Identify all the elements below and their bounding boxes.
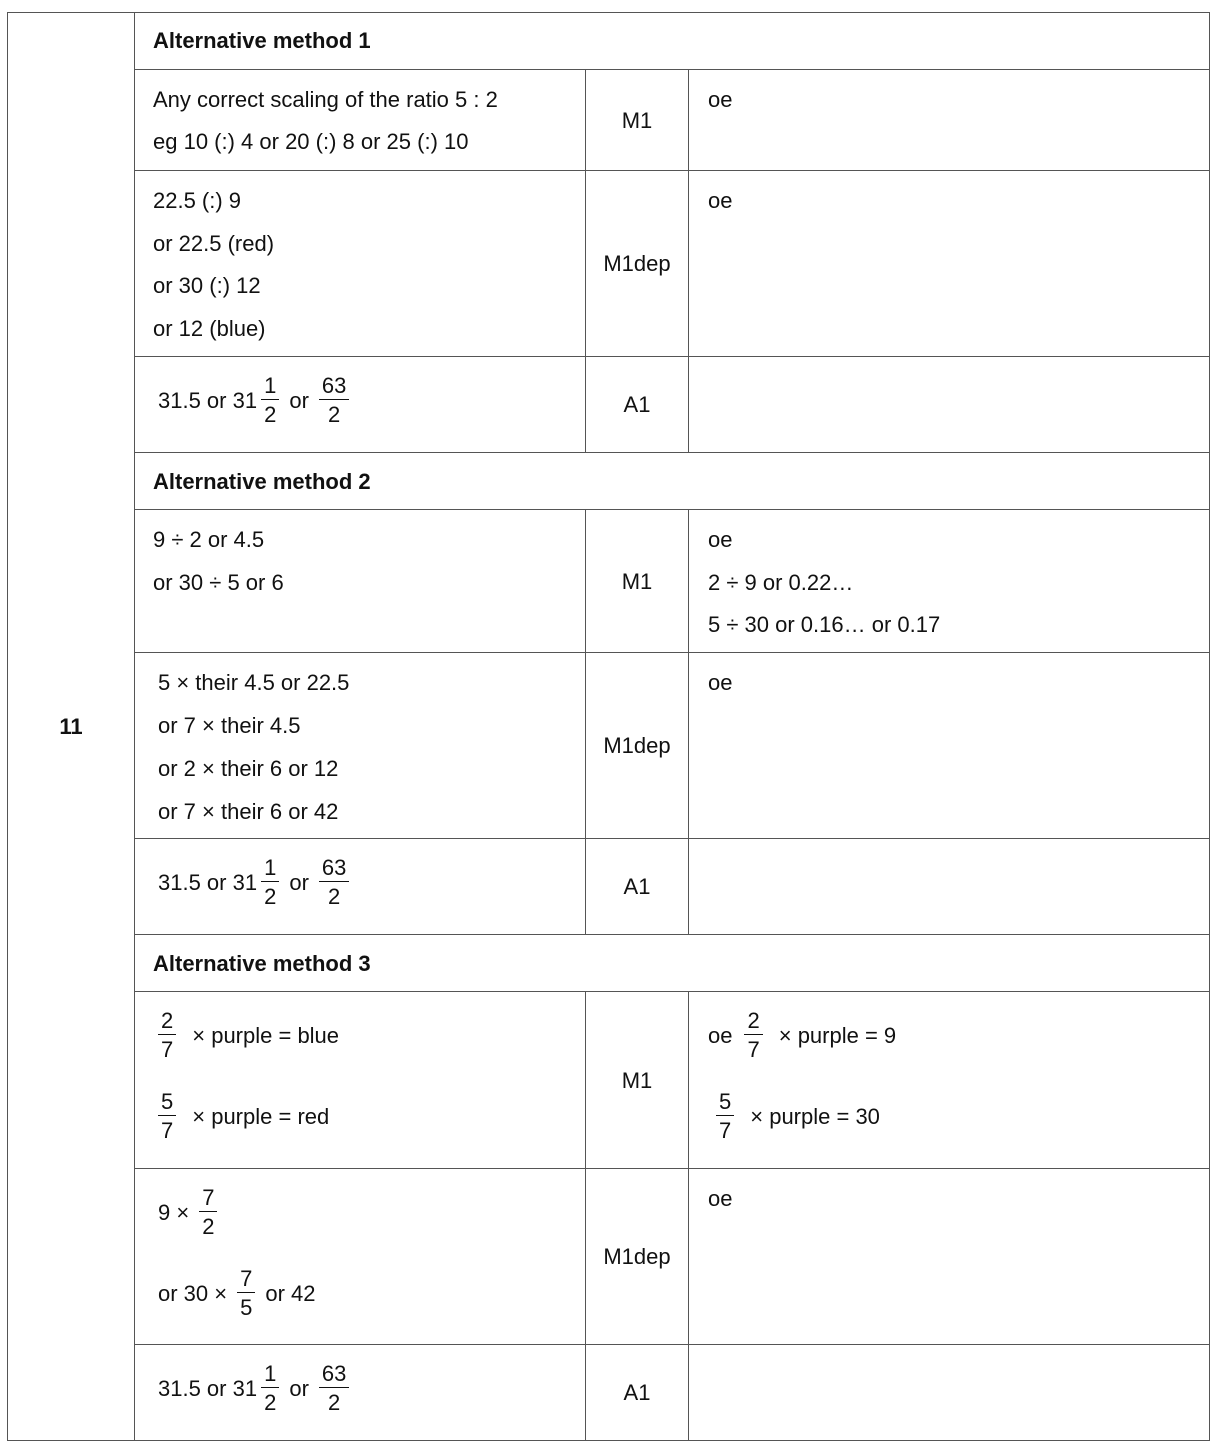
- mark-cell: A1: [586, 1345, 689, 1441]
- working-cell: [134, 1169, 586, 1345]
- comment-line: oe: [708, 188, 733, 213]
- fraction: $\frac{7}{5}$: [237, 1268, 255, 1319]
- fraction: $\frac{7}{2}$: [199, 1187, 217, 1238]
- working-line: or 30 ÷ 5 or 6: [153, 570, 284, 595]
- working-line: or 2 × their 6 or 12: [158, 756, 339, 781]
- method-header-2: [134, 452, 1210, 510]
- final-answer: 31.5 or 31 $\frac{1}{2}$ or $\frac{63}{2}$: [158, 1363, 353, 1414]
- working-line: or 7 × their 4.5: [158, 713, 301, 738]
- answer-row: [134, 1344, 1210, 1441]
- comment-cell: [689, 510, 1210, 653]
- mark-cell: M1: [586, 510, 689, 653]
- mark-row: [134, 991, 1210, 1169]
- method-header-3: [134, 934, 1210, 992]
- mark-row: [134, 1168, 1210, 1345]
- working-cell: [134, 171, 586, 357]
- comment-line: oe: [708, 1186, 733, 1211]
- working-cell: [134, 357, 586, 453]
- comment-cell: [689, 1169, 1210, 1345]
- working-line: 5 × their 4.5 or 22.5: [158, 670, 350, 695]
- working-cell: [134, 510, 586, 653]
- working-cell: [134, 70, 586, 171]
- mark-cell: M1dep: [586, 653, 689, 839]
- final-answer: 31.5 or 31 $\frac{1}{2}$ or $\frac{63}{2}$: [158, 375, 353, 426]
- comment-line: 2 ÷ 9 or 0.22…: [708, 570, 854, 595]
- working-line: Any correct scaling of the ratio 5 : 2: [153, 87, 498, 112]
- working-cell: [134, 1345, 586, 1441]
- final-answer: 31.5 or 31 $\frac{1}{2}$ or $\frac{63}{2}$: [158, 857, 353, 908]
- comment-line: 5 ÷ 30 or 0.16… or 0.17: [708, 612, 941, 637]
- working-line: or 22.5 (red): [153, 231, 275, 256]
- comment-cell: [689, 1345, 1210, 1441]
- mark-row: [134, 69, 1210, 171]
- working-line: or 12 (blue): [153, 316, 266, 341]
- comment-line: $\frac{5}{7}$ × purple = 30: [716, 1091, 880, 1142]
- comment-line: oe $\frac{2}{7}$ × purple = 9: [708, 1008, 897, 1062]
- mark-cell: M1: [586, 992, 689, 1169]
- method-title: Alternative method 1: [153, 28, 371, 53]
- fraction: $\frac{1}{2}$: [261, 857, 279, 908]
- mark-cell: M1dep: [586, 171, 689, 357]
- answer-row: [134, 838, 1210, 935]
- comment-line: oe: [708, 527, 733, 552]
- mark-cell: A1: [586, 839, 689, 935]
- method-title: Alternative method 3: [153, 951, 371, 976]
- fraction: $\frac{2}{7}$: [744, 1010, 762, 1061]
- comment-line: oe: [708, 670, 733, 695]
- working-cell: [134, 992, 586, 1169]
- comment-cell: [689, 171, 1210, 357]
- working-line: $\frac{2}{7}$ × purple = blue: [158, 1010, 339, 1061]
- working-cell: [134, 839, 586, 935]
- comment-cell: [689, 357, 1210, 453]
- mark-cell: M1: [586, 70, 689, 171]
- fraction: $\frac{1}{2}$: [261, 375, 279, 426]
- fraction: $\frac{5}{7}$: [716, 1091, 734, 1142]
- fraction: $\frac{2}{7}$: [158, 1010, 176, 1061]
- comment-cell: [689, 653, 1210, 839]
- mark-row: [134, 652, 1210, 839]
- working-line: or 30 × $\frac{7}{5}$ or 42: [158, 1266, 316, 1320]
- comment-cell: [689, 70, 1210, 171]
- comment-cell: [689, 839, 1210, 935]
- fraction: $\frac{63}{2}$: [319, 375, 349, 426]
- question-number: 11: [59, 714, 83, 739]
- mark-row: [134, 509, 1210, 653]
- method-title: Alternative method 2: [153, 469, 371, 494]
- comment-line: oe: [708, 87, 733, 112]
- working-line: or 7 × their 6 or 42: [158, 799, 339, 824]
- mark-cell: M1dep: [586, 1169, 689, 1345]
- fraction: $\frac{63}{2}$: [319, 1363, 349, 1414]
- comment-cell: [689, 992, 1210, 1169]
- working-line: or 30 (:) 12: [153, 273, 261, 298]
- fraction: $\frac{1}{2}$: [261, 1363, 279, 1414]
- mark-row: [134, 170, 1210, 357]
- fraction: $\frac{5}{7}$: [158, 1091, 176, 1142]
- working-line: 22.5 (:) 9: [153, 188, 242, 213]
- answer-row: [134, 356, 1210, 453]
- fraction: $\frac{63}{2}$: [319, 857, 349, 908]
- working-line: eg 10 (:) 4 or 20 (:) 8 or 25 (:) 10: [153, 129, 469, 154]
- working-line: $\frac{5}{7}$ × purple = red: [158, 1091, 329, 1142]
- working-line: 9 ÷ 2 or 4.5: [153, 527, 265, 552]
- mark-cell: A1: [586, 357, 689, 453]
- working-line: 9 × $\frac{7}{2}$: [158, 1187, 227, 1238]
- working-cell: [134, 653, 586, 839]
- method-header-1: [134, 12, 1210, 70]
